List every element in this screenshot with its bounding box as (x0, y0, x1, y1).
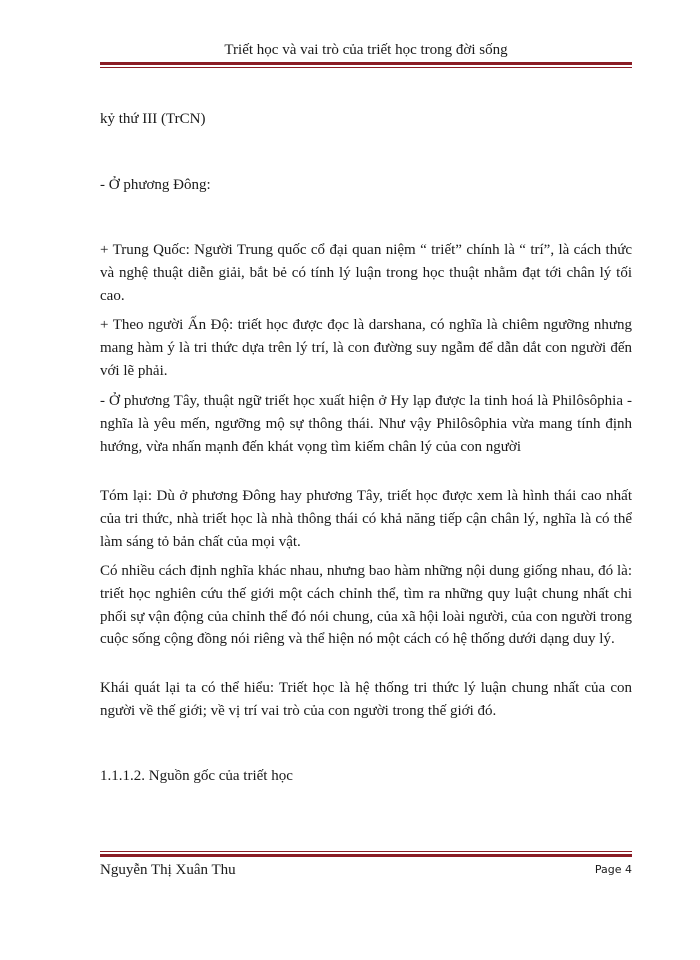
paragraph-continuation: kỷ thứ III (TrCN) (100, 111, 206, 127)
paragraph-india: + Theo người Ấn Độ: triết học được đọc là darshana, có nghĩa là chiêm ngưỡng nhưng mang hàm ý là tri thức dựa trên lý trí, là con đường suy ngẫm để dẫn dắt con người đến với lẽ phải. (100, 317, 632, 379)
paragraph-definition: Có nhiều cách định nghĩa khác nhau, nhưng bao hàm những nội dung giống nhau, đó là: triết học nghiên cứu thế giới một cách chỉnh thể, tìm ra những quy luật chung nhất chi phối sự vận động của chỉnh thể đó nói chung, của xã hội loài người, của con người trong cuộc sống cộng đồng nói riêng và thể hiện nó một cách có hệ thống dưới dạng duy lý. (100, 563, 632, 648)
paragraph-china: + Trung Quốc: Người Trung quốc cổ đại quan niệm “ triết” chính là “ trí”, là cách thức và nghệ thuật diễn giải, bắt bẻ có tính lý luận trong học thuật nhằm đạt tới chân lý tối cao. (100, 242, 632, 304)
paragraph-summary: Tóm lại: Dù ở phương Đông hay phương Tây, triết học được xem là hình thái cao nhất của tri thức, nhà triết học là nhà thông thái có khả năng tiếp cận chân lý, nghĩa là có thể làm sáng tỏ bản chất của mọi vật. (100, 488, 632, 550)
header-rule (100, 62, 632, 70)
footer-author: Nguyễn Thị Xuân Thu (100, 862, 236, 878)
footer-rule (100, 851, 632, 859)
section-heading: 1.1.1.2. Nguồn gốc của triết học (100, 768, 293, 784)
paragraph-generalization: Khái quát lại ta có thể hiểu: Triết học là hệ thống tri thức lý luận chung nhất của con người về thế giới; về vị trí vai trò của con người trong thế giới đó. (100, 680, 632, 719)
paragraph-western: - Ở phương Tây, thuật ngữ triết học xuất hiện ở Hy lạp được la tinh hoá là Philôsôphia - nghĩa là yêu mến, ngưỡng mộ sự thông thái. Như vậy Philôsôphia vừa mang tính định hướng, vừa nhấn mạnh đến khát vọng tìm kiếm chân lý của con người (100, 393, 632, 455)
paragraph-eastern-heading: - Ở phương Đông: (100, 177, 211, 193)
page-number: Page 4 (594, 863, 632, 876)
header-title: Triết học và vai trò của triết học trong đời sống (224, 42, 508, 58)
